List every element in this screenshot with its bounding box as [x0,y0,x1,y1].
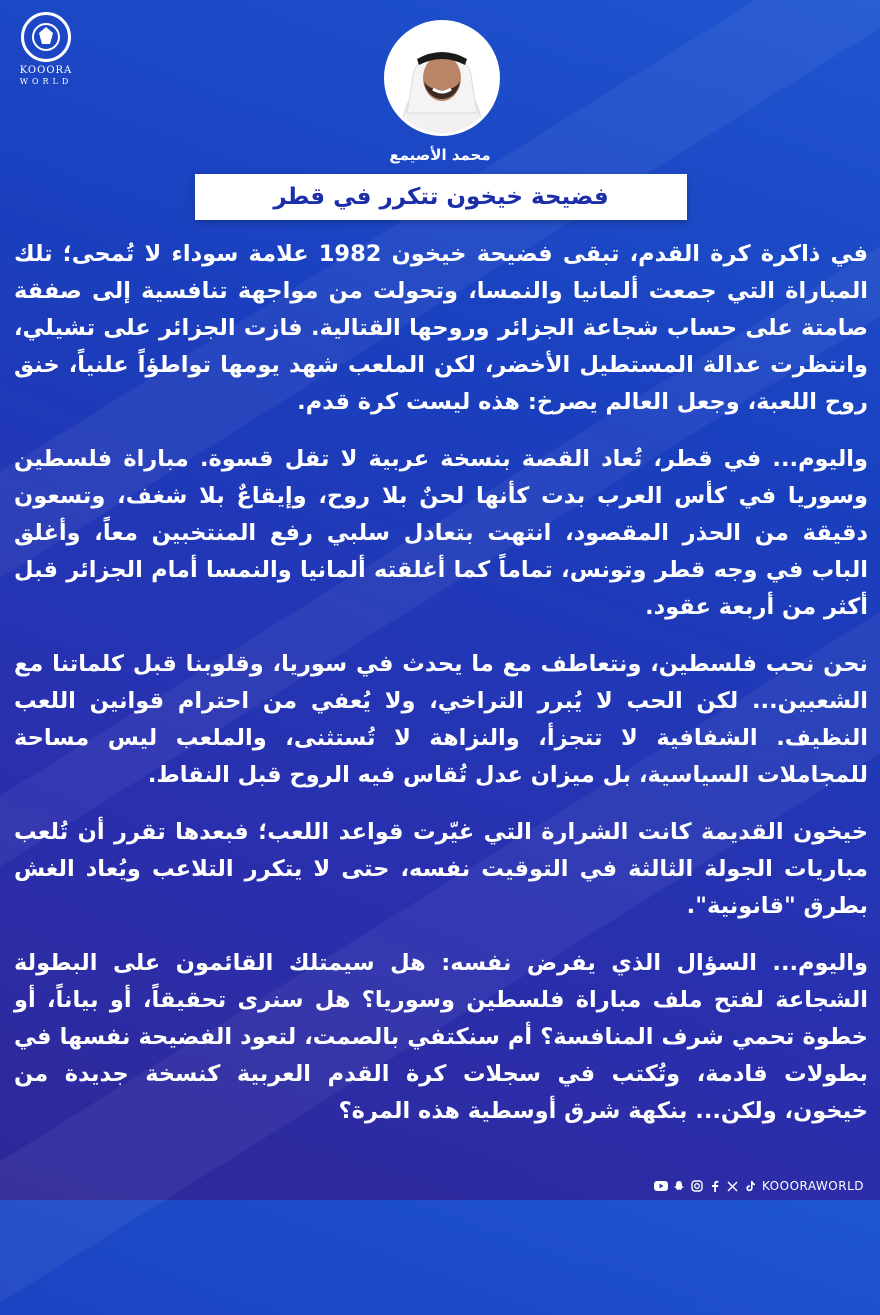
article-paragraph: نحن نحب فلسطين، ونتعاطف مع ما يحدث في سوريا، وقلوبنا قبل كلماتنا مع الشعبين... لكن الحب لا يُبرر التراخي، ولا يُعفي من احترام قوانين اللعب النظيف. الشفافية لا تتجزأ، والنزاهة لا تُستثنى، والملعب ليس مساحة للمجاملات السياسية، بل ميزان عدل تُقاس فيه الروح قبل النقاط. [14,651,868,788]
instagram-icon[interactable] [690,1179,704,1193]
author-avatar [384,20,500,136]
snapchat-icon[interactable] [672,1179,686,1193]
youtube-icon[interactable] [654,1179,668,1193]
article-body [14,236,868,1150]
logo-badge-icon [21,12,71,62]
article-paragraph: واليوم... السؤال الذي يفرض نفسه: هل سيمتلك القائمون على البطولة الشجاعة لفتح ملف مباراة فلسطين وسوريا؟ هل سنرى تحقيقاً، أو بياناً، أو خطوة تحمي شرف المنافسة؟ أم سنكتفي بالصمت، لتعود الفضيحة نفسها في بطولات قادمة، وتُكتب في سجلات كرة القدم العربية كنسخة جديدة من خيخون، ولكن... بنكهة شرق أوسطية هذه المرة؟ [14,950,868,1124]
article-paragraph: في ذاكرة كرة القدم، تبقى فضيحة خيخون 1982 علامة سوداء لا تُمحى؛ تلك المباراة التي جمعت ألمانيا والنمسا، وتحولت من مواجهة تنافسية إلى صفقة صامتة على حساب شجاعة الجزائر وروحها القتالية. فازت الجزائر على تشيلي، وانتظرت عدالة المستطيل الأخضر، لكن الملعب شهد يومها تواطؤاً علنياً، خنق روح اللعبة، وجعل العالم يصرخ: هذه ليست كرة قدم. [14,241,869,415]
logo-subtext: WORLD [19,77,73,86]
headline-box [195,174,687,220]
facebook-icon[interactable] [708,1179,722,1193]
headline-text: فضيحة خيخون تتكرر في قطر [273,184,609,210]
x-icon[interactable] [726,1179,740,1193]
article-paragraph: واليوم... في قطر، تُعاد القصة بنسخة عربية لا تقل قسوة. مباراة فلسطين وسوريا في كأس العرب بدت كأنها لحنٌ بلا روح، وإيقاعٌ بلا شغف، وتسعون دقيقة من الحذر المقصود، انتهت بتعادل سلبي رفع المنتخبين معاً، وأغلق الباب في وجه قطر وتونس، تماماً كما أغلقته ألمانيا والنمسا أمام الجزائر قبل أكثر من أربعة عقود. [14,446,868,620]
social-handle: KOOORAWORLD [761,1179,864,1193]
logo-text: KOOORA [19,65,73,76]
kooora-logo [14,12,78,104]
article-paragraph: خيخون القديمة كانت الشرارة التي غيّرت قواعد اللعب؛ فبعدها تقرر أن تُلعب مباريات الجولة الثالثة في التوقيت نفسه، حتى لا يتكرر التلاعب ويُعاد الغش بطرق "قانونية". [14,819,868,919]
author-name: محمد الأصيمع [389,146,491,164]
social-footer [654,1178,864,1194]
tiktok-icon[interactable] [744,1179,758,1193]
